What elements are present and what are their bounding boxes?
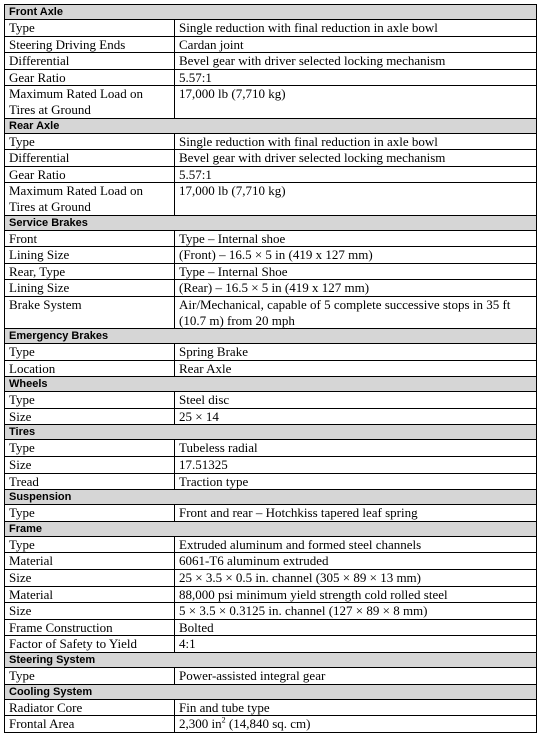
- spec-label: Type: [5, 536, 175, 553]
- spec-label: Size: [5, 457, 175, 474]
- table-row: [5, 408, 537, 425]
- table-row: [5, 440, 537, 457]
- spec-label: Frame Construction: [5, 619, 175, 636]
- spec-value: Traction type: [175, 473, 537, 490]
- section-header-service-brakes: [5, 215, 537, 230]
- table-row: [5, 344, 537, 361]
- table-row: [5, 280, 537, 297]
- section-header-emergency-brakes: [5, 329, 537, 344]
- spec-value: 25 × 3.5 × 0.5 in. channel (305 × 89 × 13 mm): [175, 570, 537, 587]
- table-row: [5, 183, 537, 215]
- spec-label: Front: [5, 230, 175, 247]
- spec-label: Radiator Core: [5, 699, 175, 716]
- spec-label: Lining Size: [5, 247, 175, 264]
- spec-value-main: 2,300 in: [179, 716, 222, 732]
- spec-label: Type: [5, 20, 175, 37]
- spec-value: 6061-T6 aluminum extruded: [175, 553, 537, 570]
- spec-label: Steering Driving Ends: [5, 36, 175, 53]
- table-row: [5, 296, 537, 328]
- section-header-cooling-system: [5, 684, 537, 699]
- table-row: [5, 505, 537, 522]
- table-row: [5, 263, 537, 280]
- table-row: [5, 20, 537, 37]
- section-title: Wheels: [5, 377, 537, 392]
- spec-value: Rear Axle: [175, 360, 537, 377]
- table-row: [5, 536, 537, 553]
- spec-value: 5.57:1: [175, 166, 537, 183]
- table-row: [5, 166, 537, 183]
- spec-label: Gear Ratio: [5, 166, 175, 183]
- spec-label: Frontal Area: [5, 716, 175, 733]
- table-row: [5, 36, 537, 53]
- spec-value: Single reduction with final reduction in axle bowl: [175, 20, 537, 37]
- section-title: Cooling System: [5, 684, 537, 699]
- spec-value: Cardan joint: [175, 36, 537, 53]
- table-row: [5, 619, 537, 636]
- section-header-tires: [5, 425, 537, 440]
- section-title: Emergency Brakes: [5, 329, 537, 344]
- table-row: [5, 69, 537, 86]
- table-row: [5, 636, 537, 653]
- section-header-wheels: [5, 377, 537, 392]
- section-header-front-axle: [5, 5, 537, 20]
- spec-value: Extruded aluminum and formed steel channels: [175, 536, 537, 553]
- spec-value: Type – Internal shoe: [175, 230, 537, 247]
- section-title: Rear Axle: [5, 118, 537, 133]
- spec-label: Material: [5, 553, 175, 570]
- spec-table: [4, 4, 537, 733]
- table-row: [5, 133, 537, 150]
- section-header-steering-system: [5, 653, 537, 668]
- spec-value: 88,000 psi minimum yield strength cold rolled steel: [175, 586, 537, 603]
- table-row: [5, 247, 537, 264]
- section-title: Suspension: [5, 490, 537, 505]
- spec-value: 25 × 14: [175, 408, 537, 425]
- spec-value: 5 × 3.5 × 0.3125 in. channel (127 × 89 × 8 mm): [175, 603, 537, 620]
- spec-label: Factor of Safety to Yield: [5, 636, 175, 653]
- table-row: [5, 473, 537, 490]
- table-row: [5, 553, 537, 570]
- spec-label: Type: [5, 133, 175, 150]
- spec-label: Type: [5, 344, 175, 361]
- spec-value: 17,000 lb (7,710 kg): [175, 183, 537, 215]
- table-row: [5, 668, 537, 685]
- spec-label: Material: [5, 586, 175, 603]
- table-row: [5, 150, 537, 167]
- spec-value: Front and rear – Hotchkiss tapered leaf spring: [175, 505, 537, 522]
- spec-value: Air/Mechanical, capable of 5 complete successive stops in 35 ft (10.7 m) from 20 mph: [175, 296, 537, 328]
- spec-value-superscript: 2: [221, 715, 226, 725]
- section-title: Service Brakes: [5, 215, 537, 230]
- section-title: Frame: [5, 521, 537, 536]
- spec-value: Fin and tube type: [175, 699, 537, 716]
- spec-label: Type: [5, 440, 175, 457]
- table-row: [5, 603, 537, 620]
- table-row: [5, 360, 537, 377]
- spec-label: Differential: [5, 53, 175, 70]
- section-header-rear-axle: [5, 118, 537, 133]
- spec-label: Maximum Rated Load on Tires at Ground: [5, 86, 175, 118]
- table-row: [5, 457, 537, 474]
- section-header-suspension: [5, 490, 537, 505]
- table-row: [5, 392, 537, 409]
- spec-value: Bolted: [175, 619, 537, 636]
- spec-value: Steel disc: [175, 392, 537, 409]
- spec-label: Maximum Rated Load on Tires at Ground: [5, 183, 175, 215]
- spec-label: Type: [5, 505, 175, 522]
- section-title: Steering System: [5, 653, 537, 668]
- spec-label: Differential: [5, 150, 175, 167]
- spec-label: Type: [5, 668, 175, 685]
- spec-value: Single reduction with final reduction in axle bowl: [175, 133, 537, 150]
- spec-label: Gear Ratio: [5, 69, 175, 86]
- spec-value: (Rear) – 16.5 × 5 in (419 x 127 mm): [175, 280, 537, 297]
- spec-value: 17.51325: [175, 457, 537, 474]
- spec-label: Tread: [5, 473, 175, 490]
- section-header-frame: [5, 521, 537, 536]
- spec-value: [175, 716, 537, 733]
- spec-value: Power-assisted integral gear: [175, 668, 537, 685]
- spec-label: Size: [5, 408, 175, 425]
- spec-label: Type: [5, 392, 175, 409]
- table-row: [5, 716, 537, 733]
- section-title: Tires: [5, 425, 537, 440]
- spec-label: Brake System: [5, 296, 175, 328]
- spec-value: 17,000 lb (7,710 kg): [175, 86, 537, 118]
- table-row: [5, 53, 537, 70]
- spec-value: Bevel gear with driver selected locking mechanism: [175, 53, 537, 70]
- spec-value: Spring Brake: [175, 344, 537, 361]
- spec-value-tail: (14,840 sq. cm): [225, 716, 311, 732]
- spec-value: Tubeless radial: [175, 440, 537, 457]
- spec-value: Type – Internal Shoe: [175, 263, 537, 280]
- spec-label: Lining Size: [5, 280, 175, 297]
- table-row: [5, 570, 537, 587]
- table-row: [5, 699, 537, 716]
- spec-label: Location: [5, 360, 175, 377]
- table-row: [5, 586, 537, 603]
- table-row: [5, 230, 537, 247]
- spec-value: (Front) – 16.5 × 5 in (419 x 127 mm): [175, 247, 537, 264]
- spec-label: Rear, Type: [5, 263, 175, 280]
- spec-label: Size: [5, 603, 175, 620]
- section-title: Front Axle: [5, 5, 537, 20]
- spec-value: 5.57:1: [175, 69, 537, 86]
- spec-label: Size: [5, 570, 175, 587]
- spec-value: 4:1: [175, 636, 537, 653]
- spec-value: Bevel gear with driver selected locking mechanism: [175, 150, 537, 167]
- table-row: [5, 86, 537, 118]
